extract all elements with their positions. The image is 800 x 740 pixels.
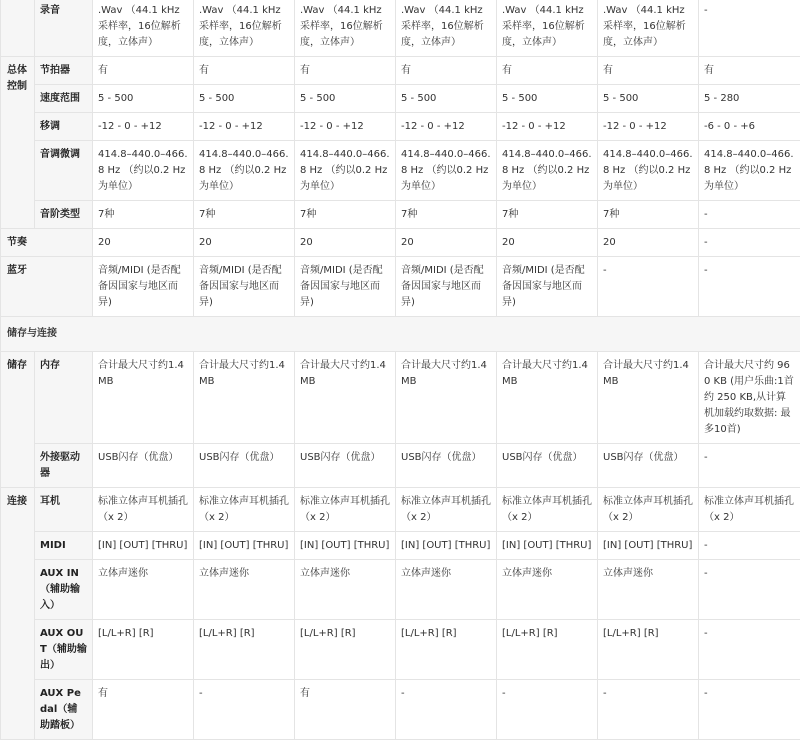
spec-value: 有 bbox=[699, 57, 800, 85]
spec-value: [L/L+R] [R] bbox=[295, 620, 396, 680]
section-header-row bbox=[1, 317, 800, 352]
spec-value: - bbox=[194, 680, 295, 740]
spec-value: [L/L+R] [R] bbox=[194, 620, 295, 680]
row-label: 内存 bbox=[35, 352, 93, 444]
spec-value: - bbox=[598, 680, 699, 740]
row-label: AUX Pedal（辅助踏板） bbox=[35, 680, 93, 740]
row-label: 速度范围 bbox=[35, 85, 93, 113]
row-label: 录音 bbox=[35, 0, 93, 57]
spec-value: - bbox=[699, 444, 800, 488]
spec-value: 标准立体声耳机插孔（x 2） bbox=[598, 488, 699, 532]
spec-value: [IN] [OUT] [THRU] bbox=[396, 532, 497, 560]
spec-value: - bbox=[699, 532, 800, 560]
row-label: 节拍器 bbox=[35, 57, 93, 85]
row-label: 移调 bbox=[35, 113, 93, 141]
spec-value: 20 bbox=[93, 229, 194, 257]
spec-value: [IN] [OUT] [THRU] bbox=[194, 532, 295, 560]
table-row bbox=[1, 620, 800, 680]
table-row bbox=[1, 444, 800, 488]
spec-value: 合计最大尺寸约1.4 MB bbox=[295, 352, 396, 444]
table-row bbox=[1, 0, 800, 57]
spec-value: [L/L+R] [R] bbox=[396, 620, 497, 680]
spec-value: 5 - 500 bbox=[598, 85, 699, 113]
spec-value: -6 - 0 - +6 bbox=[699, 113, 800, 141]
row-label: 音阶类型 bbox=[35, 201, 93, 229]
spec-value: 20 bbox=[497, 229, 598, 257]
spec-value: - bbox=[699, 257, 800, 317]
spec-value: 音频/MIDI (是否配备因国家与地区而异) bbox=[497, 257, 598, 317]
spec-value: .Wav （44.1 kHz采样率，16位解析度，立体声） bbox=[93, 0, 194, 57]
spec-value: 标准立体声耳机插孔（x 2） bbox=[497, 488, 598, 532]
spec-value: -12 - 0 - +12 bbox=[194, 113, 295, 141]
spec-value: 20 bbox=[598, 229, 699, 257]
spec-value: 有 bbox=[93, 680, 194, 740]
spec-value: 立体声迷你 bbox=[194, 560, 295, 620]
spec-value: 立体声迷你 bbox=[598, 560, 699, 620]
spec-value: 合计最大尺寸约1.4 MB bbox=[497, 352, 598, 444]
spec-value: 7种 bbox=[497, 201, 598, 229]
table-row bbox=[1, 532, 800, 560]
table-row bbox=[1, 141, 800, 201]
spec-value: [IN] [OUT] [THRU] bbox=[497, 532, 598, 560]
group-label: 连接 bbox=[1, 488, 35, 740]
spec-value: USB闪存（优盘） bbox=[598, 444, 699, 488]
spec-value: - bbox=[699, 680, 800, 740]
spec-value: - bbox=[699, 620, 800, 680]
spec-value: 音频/MIDI (是否配备因国家与地区而异) bbox=[295, 257, 396, 317]
row-label: 耳机 bbox=[35, 488, 93, 532]
spec-value: 合计最大尺寸约1.4 MB bbox=[194, 352, 295, 444]
spec-value: [L/L+R] [R] bbox=[93, 620, 194, 680]
spec-value: 有 bbox=[194, 57, 295, 85]
table-row bbox=[1, 352, 800, 444]
group-label: 总体控制 bbox=[1, 57, 35, 229]
table-row bbox=[1, 113, 800, 141]
spec-value: .Wav （44.1 kHz采样率，16位解析度，立体声） bbox=[194, 0, 295, 57]
spec-value: 立体声迷你 bbox=[497, 560, 598, 620]
table-row bbox=[1, 560, 800, 620]
spec-value: -12 - 0 - +12 bbox=[93, 113, 194, 141]
spec-value: 有 bbox=[93, 57, 194, 85]
spec-value: -12 - 0 - +12 bbox=[497, 113, 598, 141]
spec-value: 7种 bbox=[396, 201, 497, 229]
group-label: 节奏 bbox=[1, 229, 93, 257]
spec-value: 合计最大尺寸约1.4 MB bbox=[93, 352, 194, 444]
table-row bbox=[1, 257, 800, 317]
spec-value: 20 bbox=[396, 229, 497, 257]
spec-value: - bbox=[699, 201, 800, 229]
spec-value: 有 bbox=[396, 57, 497, 85]
section-header: 储存与连接 bbox=[1, 317, 800, 352]
spec-value: 414.8–440.0–466.8 Hz （约以0.2 Hz为单位） bbox=[93, 141, 194, 201]
spec-value: 414.8–440.0–466.8 Hz （约以0.2 Hz为单位） bbox=[194, 141, 295, 201]
spec-value: -12 - 0 - +12 bbox=[396, 113, 497, 141]
row-label: AUX OUT（辅助输出） bbox=[35, 620, 93, 680]
table-row bbox=[1, 201, 800, 229]
spec-value: - bbox=[699, 0, 800, 57]
spec-value: [L/L+R] [R] bbox=[598, 620, 699, 680]
spec-value: .Wav （44.1 kHz采样率，16位解析度，立体声） bbox=[497, 0, 598, 57]
spec-value: 5 - 500 bbox=[93, 85, 194, 113]
spec-value: [IN] [OUT] [THRU] bbox=[598, 532, 699, 560]
row-label: MIDI bbox=[35, 532, 93, 560]
spec-value: 20 bbox=[295, 229, 396, 257]
group-label bbox=[1, 0, 35, 57]
spec-value: -12 - 0 - +12 bbox=[295, 113, 396, 141]
spec-value: 有 bbox=[497, 57, 598, 85]
table-row bbox=[1, 488, 800, 532]
spec-value: - bbox=[396, 680, 497, 740]
spec-value: 414.8–440.0–466.8 Hz （约以0.2 Hz为单位） bbox=[497, 141, 598, 201]
spec-value: 7种 bbox=[598, 201, 699, 229]
spec-value: 合计最大尺寸约1.4 MB bbox=[598, 352, 699, 444]
table-row bbox=[1, 229, 800, 257]
spec-value: - bbox=[699, 229, 800, 257]
spec-value: - bbox=[497, 680, 598, 740]
spec-value: 7种 bbox=[93, 201, 194, 229]
spec-value: -12 - 0 - +12 bbox=[598, 113, 699, 141]
spec-value: .Wav （44.1 kHz采样率，16位解析度，立体声） bbox=[598, 0, 699, 57]
spec-value: 立体声迷你 bbox=[295, 560, 396, 620]
spec-value: 标准立体声耳机插孔（x 2） bbox=[699, 488, 800, 532]
spec-value: 合计最大尺寸约1.4 MB bbox=[396, 352, 497, 444]
spec-value: 5 - 500 bbox=[396, 85, 497, 113]
spec-value: 414.8–440.0–466.8 Hz （约以0.2 Hz为单位） bbox=[699, 141, 800, 201]
table-row bbox=[1, 85, 800, 113]
spec-value: 5 - 500 bbox=[497, 85, 598, 113]
spec-value: [L/L+R] [R] bbox=[497, 620, 598, 680]
spec-value: 5 - 500 bbox=[295, 85, 396, 113]
spec-value: 标准立体声耳机插孔（x 2） bbox=[93, 488, 194, 532]
spec-value: - bbox=[598, 257, 699, 317]
spec-value: USB闪存（优盘） bbox=[497, 444, 598, 488]
spec-value: 7种 bbox=[295, 201, 396, 229]
spec-value: 7种 bbox=[194, 201, 295, 229]
spec-value: USB闪存（优盘） bbox=[93, 444, 194, 488]
spec-value: [IN] [OUT] [THRU] bbox=[93, 532, 194, 560]
spec-value: 414.8–440.0–466.8 Hz （约以0.2 Hz为单位） bbox=[295, 141, 396, 201]
spec-value: USB闪存（优盘） bbox=[295, 444, 396, 488]
spec-value: 标准立体声耳机插孔（x 2） bbox=[396, 488, 497, 532]
group-label: 储存 bbox=[1, 352, 35, 488]
spec-value: - bbox=[699, 560, 800, 620]
spec-value: 音频/MIDI (是否配备因国家与地区而异) bbox=[194, 257, 295, 317]
spec-value: 有 bbox=[295, 57, 396, 85]
row-label: 音调微调 bbox=[35, 141, 93, 201]
spec-value: 音频/MIDI (是否配备因国家与地区而异) bbox=[93, 257, 194, 317]
spec-value: [IN] [OUT] [THRU] bbox=[295, 532, 396, 560]
row-label: AUX IN（辅助输入） bbox=[35, 560, 93, 620]
group-label: 蓝牙 bbox=[1, 257, 93, 317]
spec-value: USB闪存（优盘） bbox=[396, 444, 497, 488]
row-label: 外接驱动器 bbox=[35, 444, 93, 488]
spec-value: 5 - 500 bbox=[194, 85, 295, 113]
spec-value: 标准立体声耳机插孔（x 2） bbox=[295, 488, 396, 532]
spec-value: 标准立体声耳机插孔（x 2） bbox=[194, 488, 295, 532]
spec-value: 5 - 280 bbox=[699, 85, 800, 113]
table-row bbox=[1, 57, 800, 85]
spec-value: 有 bbox=[295, 680, 396, 740]
spec-value: .Wav （44.1 kHz采样率，16位解析度，立体声） bbox=[396, 0, 497, 57]
spec-value: 414.8–440.0–466.8 Hz （约以0.2 Hz为单位） bbox=[598, 141, 699, 201]
spec-value: 合计最大尺寸约 960 KB (用户乐曲:1首约 250 KB,从计算机加载约取数据: 最多10首) bbox=[699, 352, 800, 444]
spec-value: 立体声迷你 bbox=[93, 560, 194, 620]
spec-value: 20 bbox=[194, 229, 295, 257]
spec-value: 有 bbox=[598, 57, 699, 85]
spec-value: 立体声迷你 bbox=[396, 560, 497, 620]
spec-value: .Wav （44.1 kHz采样率，16位解析度，立体声） bbox=[295, 0, 396, 57]
spec-value: 414.8–440.0–466.8 Hz （约以0.2 Hz为单位） bbox=[396, 141, 497, 201]
spec-value: 音频/MIDI (是否配备因国家与地区而异) bbox=[396, 257, 497, 317]
table-row bbox=[1, 680, 800, 740]
spec-value: USB闪存（优盘） bbox=[194, 444, 295, 488]
